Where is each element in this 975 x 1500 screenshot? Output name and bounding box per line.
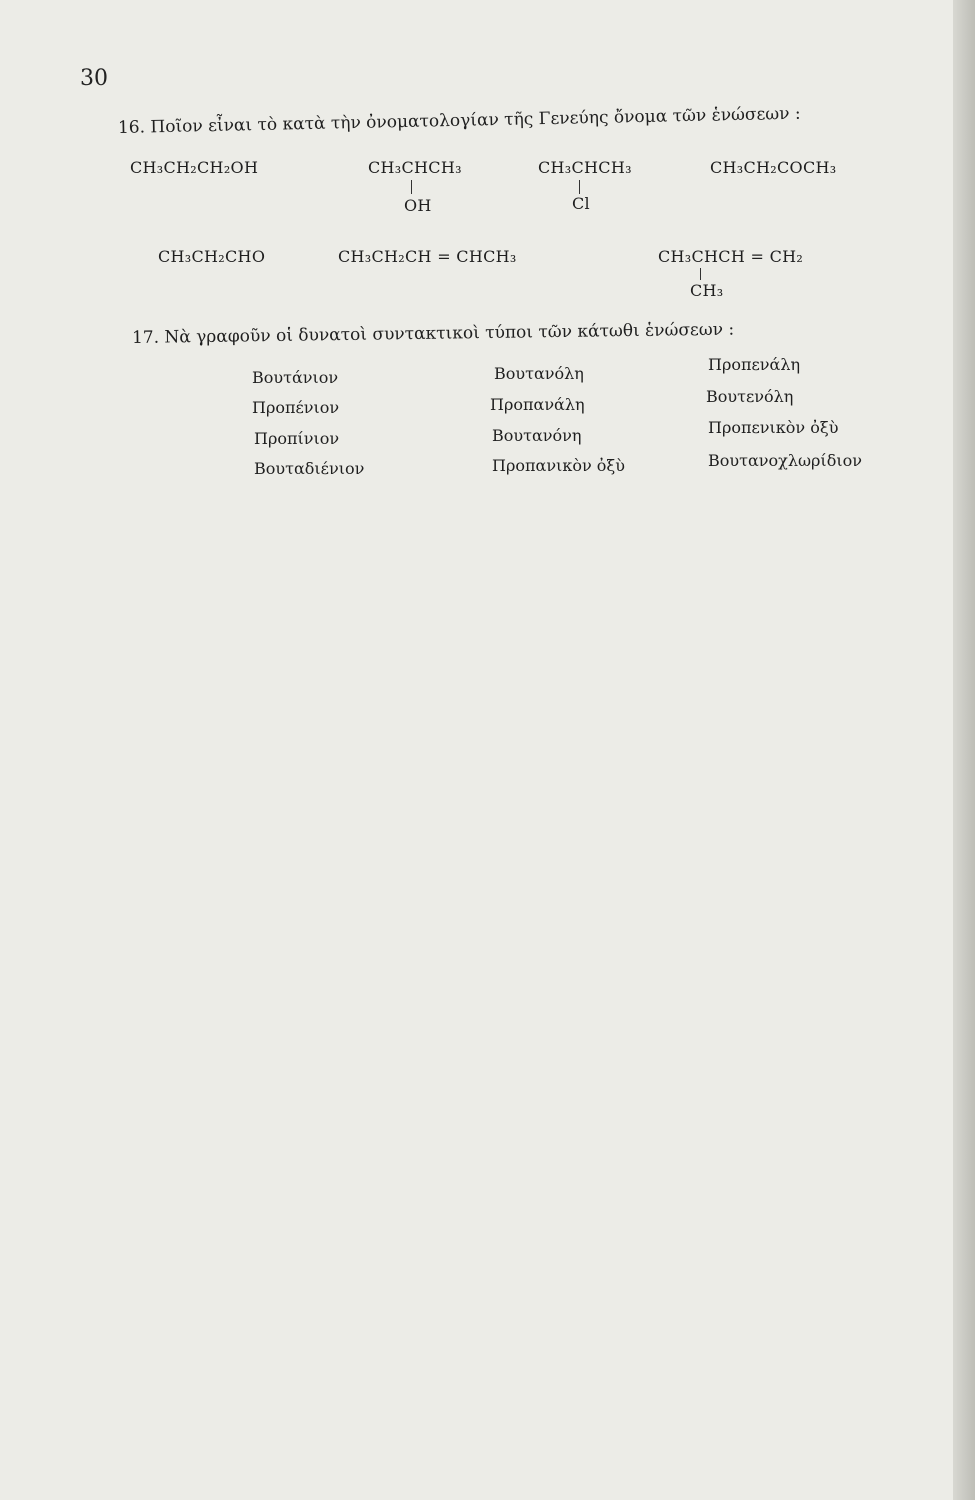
formula-2-pentene: CH₃CH₂CH = CHCH₃ [338, 247, 517, 266]
compound-name: Προπανικὸν ὀξὺ [492, 456, 625, 475]
formula-2-chloropropane: CH₃CHCH₃ [538, 158, 632, 177]
formula-propanol: CH₃CH₂CH₂OH [130, 158, 259, 177]
question-16-text: 16. Ποῖον εἶναι τὸ κατὰ τὴν ὀνοματολογίαν τῆς Γενεύης ὄνομα τῶν ἑνώσεων : [117, 103, 801, 138]
page-edge-shadow [953, 0, 975, 1500]
compound-name: Βουτανόνη [492, 426, 582, 445]
compound-name: Βουτενόλη [706, 387, 794, 406]
bond-line [411, 180, 412, 194]
formula-2-chloropropane-substituent: Cl [572, 194, 590, 213]
bond-line [579, 180, 580, 194]
compound-name: Προπίνιον [254, 429, 340, 448]
compound-name: Βουταδιένιον [254, 459, 365, 478]
formula-butanone: CH₃CH₂COCH₃ [710, 158, 837, 177]
page-number: 30 [80, 66, 108, 91]
formula-3-methyl-1-butene: CH₃CHCH = CH₂ [658, 247, 804, 266]
compound-name: Προπανάλη [490, 395, 585, 414]
formula-2-propanol: CH₃CHCH₃ [368, 158, 462, 177]
formula-propanal: CH₃CH₂CHO [158, 247, 266, 266]
compound-name: Βουτανόλη [494, 364, 584, 383]
formula-2-propanol-substituent: OH [404, 196, 432, 215]
question-17-text: 17. Νὰ γραφοῦν οἱ δυνατοὶ συντακτικοὶ τύποι τῶν κάτωθι ἑνώσεων : [131, 319, 735, 348]
bond-line [700, 268, 701, 280]
reverse-side-bleed-through [60, 90, 940, 1470]
compound-name: Προπενάλη [708, 355, 801, 374]
compound-name: Προπένιον [252, 398, 340, 417]
compound-name: Βουτάνιον [252, 368, 339, 387]
compound-name: Βουτανοχλωρίδιον [708, 451, 862, 470]
formula-3-methyl-1-butene-substituent: CH₃ [690, 281, 724, 300]
compound-name: Προπενικὸν ὀξὺ [708, 418, 839, 437]
